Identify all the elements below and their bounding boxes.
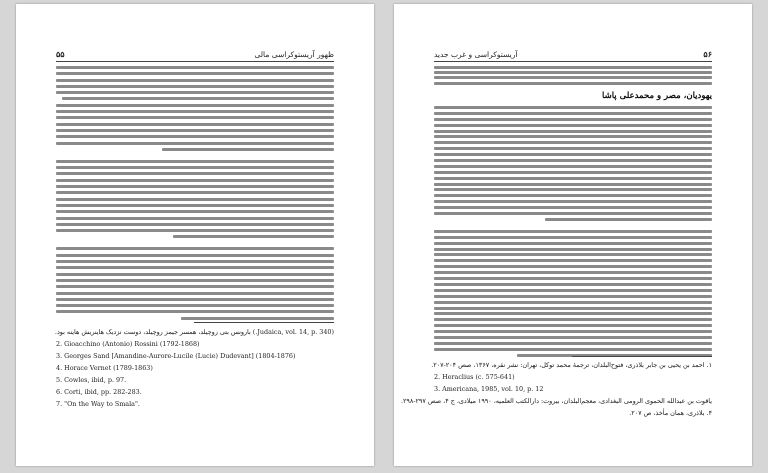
text-line — [434, 307, 712, 310]
footnote: یاقوت بن عبدالله الحموی الرومی البغدادی، معجم‌البلدان، بیروت: دارالکتب العلمیه، ۱۹۹۰ میلادی، ج ۴، صص ۲۹۷-۲۹۸. — [400, 397, 712, 405]
footnote: 3. Georges Sand [Amandine-Aurore-Lucile (Lucie) Dudevant] (1804-1876) — [56, 352, 296, 360]
text-line — [173, 235, 334, 238]
text-line — [434, 295, 712, 298]
text-line — [434, 265, 712, 268]
text-line — [434, 253, 712, 256]
text-line — [56, 104, 334, 107]
text-line — [56, 85, 334, 88]
right-body-text-top — [434, 66, 712, 87]
text-line — [56, 110, 334, 113]
footnote: ۴. بلاذری، همان مأخذ، ص ۲۰۷. — [629, 409, 712, 417]
text-line — [56, 279, 334, 282]
text-line — [181, 317, 334, 320]
text-line — [56, 66, 334, 69]
left-body-text — [56, 66, 334, 323]
text-line — [56, 185, 334, 188]
text-line — [56, 273, 334, 276]
text-line — [56, 266, 334, 269]
text-line — [434, 259, 712, 262]
text-line — [56, 116, 334, 119]
right-page — [394, 4, 752, 466]
text-line — [434, 165, 712, 168]
right-running-title: آریستوکراسی و غرب جدید — [434, 50, 518, 59]
left-running-title: ظهور آریستوکراسی مالی — [254, 50, 334, 59]
text-line — [434, 330, 712, 333]
left-page-number: ۵۵ — [56, 49, 65, 59]
text-line — [56, 142, 334, 145]
text-line — [434, 301, 712, 304]
text-line — [434, 171, 712, 174]
text-line — [434, 82, 712, 85]
text-line — [56, 292, 334, 295]
text-line — [434, 324, 712, 327]
left-running-head — [56, 48, 334, 62]
text-line — [434, 106, 712, 109]
text-line — [434, 159, 712, 162]
text-line — [62, 97, 334, 100]
left-footnote-rule — [194, 322, 334, 323]
text-line — [434, 200, 712, 203]
text-line — [56, 91, 334, 94]
text-line — [56, 79, 334, 82]
text-line — [434, 230, 712, 233]
text-line — [434, 312, 712, 315]
text-line — [56, 172, 334, 175]
text-line — [434, 135, 712, 138]
right-body-text — [434, 106, 712, 360]
text-line — [434, 130, 712, 133]
right-running-head — [434, 48, 712, 62]
text-line — [434, 206, 712, 209]
footnote: 2. Gioacchino (Antonio) Rossini (1792-1868) — [56, 340, 200, 348]
footnote: 2. Heraclius (c. 575-641) — [434, 373, 515, 381]
footnote: ۱. احمد بن یحیی بن جابر بلاذری، فتوح‌البلدان، ترجمهٔ محمد توکل، تهران: نشر نقره، ۱۳۶۷، صص ۲۰۴-۲۰۷. — [431, 361, 712, 369]
right-footnotes — [400, 359, 712, 419]
text-line — [434, 183, 712, 186]
text-line — [434, 277, 712, 280]
footnote: 7. "On the Way to Smala". — [56, 400, 140, 408]
text-line — [56, 191, 334, 194]
text-line — [434, 153, 712, 156]
text-line — [56, 72, 334, 75]
text-line — [56, 254, 334, 257]
text-line — [56, 210, 334, 213]
text-line — [56, 160, 334, 163]
text-line — [434, 66, 712, 69]
footnote: 5. Cowles, ibid, p. 97. — [56, 376, 127, 384]
text-line — [434, 348, 712, 351]
text-line — [56, 298, 334, 301]
text-line — [434, 318, 712, 321]
text-line — [545, 218, 712, 221]
text-line — [434, 336, 712, 339]
text-line — [56, 198, 334, 201]
text-line — [434, 289, 712, 292]
text-line — [434, 76, 712, 79]
text-line — [56, 135, 334, 138]
text-line — [434, 112, 712, 115]
text-line — [56, 179, 334, 182]
text-line — [56, 304, 334, 307]
left-footnotes — [56, 326, 334, 410]
text-line — [434, 236, 712, 239]
text-line — [56, 223, 334, 226]
text-line — [434, 194, 712, 197]
text-line — [434, 271, 712, 274]
text-line — [56, 123, 334, 126]
text-line — [162, 148, 334, 151]
text-line — [434, 188, 712, 191]
text-line — [56, 310, 334, 313]
text-line — [56, 166, 334, 169]
right-footnote-rule — [572, 356, 712, 357]
text-line — [56, 204, 334, 207]
text-line — [434, 118, 712, 121]
text-line — [434, 177, 712, 180]
text-line — [56, 247, 334, 250]
text-line — [434, 342, 712, 345]
text-line — [56, 285, 334, 288]
text-line — [434, 248, 712, 251]
text-line — [434, 242, 712, 245]
section-heading: یهودیان، مصر و محمدعلی پاشا — [601, 91, 712, 101]
footnote: 6. Corti, ibid, pp. 282-283. — [56, 388, 142, 396]
left-page — [16, 4, 374, 466]
footnote: 4. Horace Vernet (1789-1863) — [56, 364, 153, 372]
text-line — [56, 217, 334, 220]
right-page-number: ۵۶ — [703, 49, 712, 59]
text-line — [434, 141, 712, 144]
text-line — [434, 283, 712, 286]
text-line — [434, 212, 712, 215]
text-line — [434, 71, 712, 74]
footnote: (Judaica, vol. 14, p. 340.) بارونس بتی روچیلد، همسر جیمز روچیلد، دوست نزدیک هاینریش هاینه بود. — [54, 328, 334, 336]
footnote: 3. Americana, 1985, vol. 10, p. 12 — [434, 385, 544, 393]
text-line — [434, 147, 712, 150]
text-line — [434, 124, 712, 127]
text-line — [56, 260, 334, 263]
text-line — [56, 129, 334, 132]
text-line — [56, 229, 334, 232]
